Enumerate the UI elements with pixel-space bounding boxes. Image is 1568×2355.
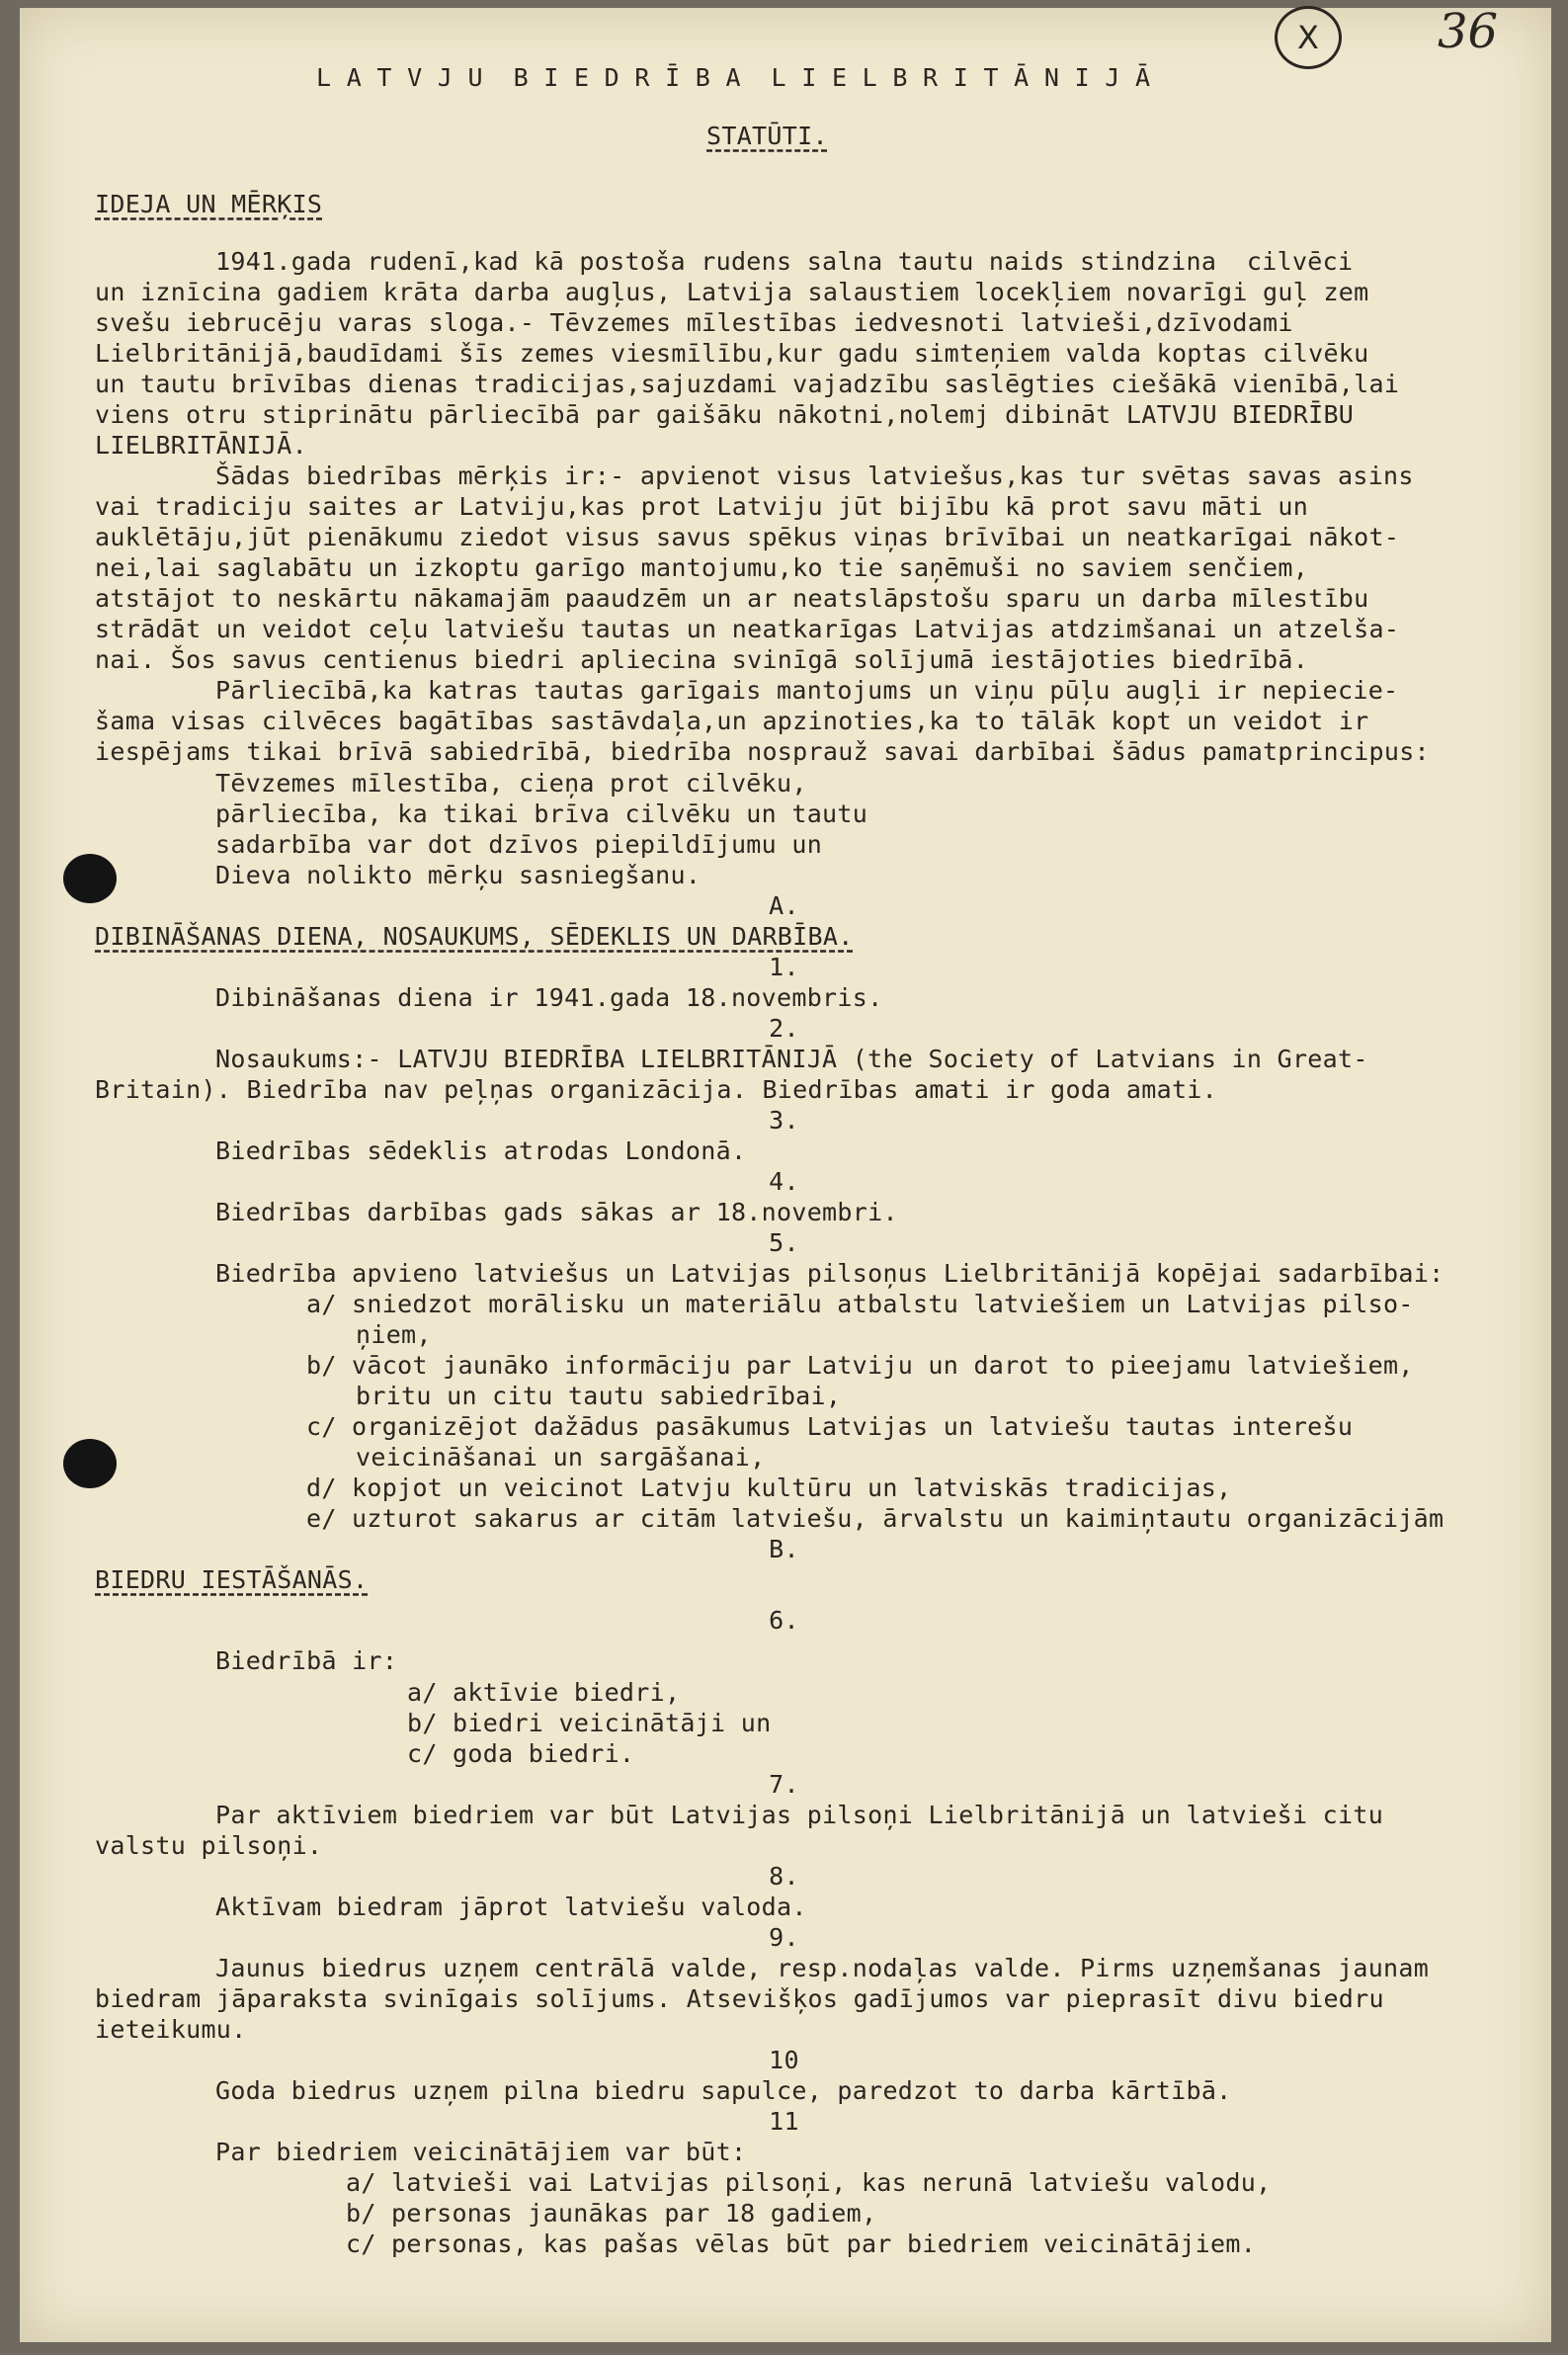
text-line: ieteikumu. xyxy=(95,2015,247,2044)
punch-hole xyxy=(63,1439,117,1488)
text-line: b/ vācot jaunāko informāciju par Latviju un darot to pieejamu latviešiem, xyxy=(306,1351,1414,1380)
section-number: 6. xyxy=(769,1606,799,1635)
text-line: LIELBRITĀNIJĀ. xyxy=(95,431,307,460)
text-line: britu un citu tautu sabiedrībai, xyxy=(356,1382,842,1410)
text-line: nai. Šos savus centienus biedri apliecina svinīgā solījumā iestājoties biedrībā. xyxy=(95,645,1309,674)
text-line: Tēvzemes mīlestība, cieņa prot cilvēku, xyxy=(215,769,807,798)
text-line: c/ organizējot dažādus pasākumus Latvijas un latviešu tautas interešu xyxy=(306,1412,1354,1441)
text-line: Šādas biedrības mērķis ir:- apvienot visus latviešus,kas tur svētas savas asins xyxy=(215,462,1414,490)
text-line: Dibināšanas diena ir 1941.gada 18.novembris. xyxy=(215,983,883,1012)
text-line: d/ kopjot un veicinot Latvju kultūru un latviskās tradicijas, xyxy=(306,1473,1232,1502)
text-line: šama visas cilvēces bagātības sastāvdaļa,un apzinoties,ka to tālāk kopt un veidot ir xyxy=(95,707,1369,735)
section-heading: DIBINĀŠANAS DIENA, NOSAUKUMS, SĒDEKLIS UN DARBĪBA. xyxy=(95,922,854,951)
text-line: Biedrības darbības gads sākas ar 18.novembri. xyxy=(215,1198,898,1226)
text-line: valstu pilsoņi. xyxy=(95,1831,323,1860)
section-number: 4. xyxy=(769,1167,799,1196)
section-number: 11 xyxy=(769,2107,799,2136)
text-line: biedram jāparaksta svinīgais solījums. Atsevišķos gadījumos var pieprasīt divu biedru xyxy=(95,1984,1384,2013)
text-line: Biedrības sēdeklis atrodas Londonā. xyxy=(215,1136,747,1165)
section-number: 7. xyxy=(769,1770,799,1799)
text-line: Lielbritānijā,baudīdami šīs zemes viesmīlību,kur gadu simteņiem valda koptas cilvēku xyxy=(95,339,1369,368)
text-line: L A T V J U B I E D R Ī B A L I E L B R I T Ā N I J Ā xyxy=(316,63,1151,92)
section-heading: STATŪTI. xyxy=(706,122,828,150)
text-line: b/ biedri veicinātāji un xyxy=(407,1709,772,1737)
section-number: 3. xyxy=(769,1106,799,1135)
section-number: 2. xyxy=(769,1014,799,1043)
text-line: ņiem, xyxy=(356,1320,432,1349)
text-line: pārliecība, ka tikai brīva cilvēku un tautu xyxy=(215,799,868,828)
text-line: Biedrībā ir: xyxy=(215,1646,398,1675)
text-line: un iznīcina gadiem krāta darba augļus, Latvija salaustiem locekļiem novarīgi guļ zem xyxy=(95,278,1369,306)
text-line: veicināšanai un sargāšanai, xyxy=(356,1443,766,1472)
text-line: vai tradiciju saites ar Latviju,kas prot Latviju jūt bijību kā prot savu māti un xyxy=(95,492,1309,521)
text-line: strādāt un veidot ceļu latviešu tautas un neatkarīgas Latvijas atdzimšanai un atzelša- xyxy=(95,615,1400,643)
text-line: Jaunus biedrus uzņem centrālā valde, resp.nodaļas valde. Pirms uzņemšanas jaunam xyxy=(215,1954,1430,1982)
text-line: Goda biedrus uzņem pilna biedru sapulce, paredzot to darba kārtībā. xyxy=(215,2076,1232,2105)
section-number: 8. xyxy=(769,1862,799,1891)
text-line: Pārliecībā,ka katras tautas garīgais mantojums un viņu pūļu augļi ir nepiecie- xyxy=(215,676,1399,705)
handwritten-page-number: 36 xyxy=(1438,4,1499,59)
text-line: Britain). Biedrība nav peļņas organizācija. Biedrības amati ir goda amati. xyxy=(95,1075,1217,1104)
text-line: Par aktīviem biedriem var būt Latvijas pilsoņi Lielbritānijā un latvieši citu xyxy=(215,1801,1384,1829)
section-number: 10 xyxy=(769,2046,799,2074)
text-line: c/ goda biedri. xyxy=(407,1739,635,1768)
text-line: e/ uzturot sakarus ar citām latviešu, ārvalstu un kaimiņtautu organizācijām xyxy=(306,1504,1444,1533)
text-line: atstājot to neskārtu nākamajām paaudzēm un ar neatslāpstošu sparu un darba mīlestību xyxy=(95,584,1369,613)
section-number: 9. xyxy=(769,1923,799,1952)
text-line: Dieva nolikto mērķu sasniegšanu. xyxy=(215,861,701,889)
text-line: Aktīvam biedram jāprot latviešu valoda. xyxy=(215,1892,807,1921)
text-line: 1941.gada rudenī,kad kā postoša rudens salna tautu naids stindzina cilvēci xyxy=(215,247,1354,276)
section-heading: BIEDRU IESTĀŠANĀS. xyxy=(95,1565,369,1594)
text-line: auklētāju,jūt pienākumu ziedot visus savus spēkus viņas brīvībai un neatkarīgai nākot- xyxy=(95,523,1400,551)
text-line: un tautu brīvības dienas tradicijas,sajuzdami vajadzību saslēgties ciešākā vienībā,lai xyxy=(95,370,1400,398)
text-line: Biedrība apvieno latviešus un Latvijas pilsoņus Lielbritānijā kopējai sadarbībai: xyxy=(215,1259,1444,1288)
text-line: a/ sniedzot morālisku un materiālu atbalstu latviešiem un Latvijas pilso- xyxy=(306,1290,1414,1318)
text-line: viens otru stiprinātu pārliecībā par gaišāku nākotni,nolemj dibināt LATVJU BIEDRĪBU xyxy=(95,400,1355,429)
text-line: svešu iebrucēju varas sloga.- Tēvzemes mīlestības iedvesnoti latvieši,dzīvodami xyxy=(95,308,1293,337)
section-heading: IDEJA UN MĒRĶIS xyxy=(95,190,323,218)
section-number: 5. xyxy=(769,1228,799,1257)
text-line: b/ personas jaunākas par 18 gadiem, xyxy=(346,2199,877,2228)
text-line: a/ aktīvie biedri, xyxy=(407,1678,681,1707)
text-line: sadarbība var dot dzīvos piepildījumu un xyxy=(215,830,823,859)
section-number: 1. xyxy=(769,953,799,981)
text-line: Nosaukums:- LATVJU BIEDRĪBA LIELBRITĀNIJĀ (the Society of Latvians in Great- xyxy=(215,1045,1368,1073)
text-line: a/ latvieši vai Latvijas pilsoņi, kas nerunā latviešu valodu, xyxy=(346,2168,1272,2197)
text-line: nei,lai saglabātu un izkoptu garīgo mantojumu,ko tie saņēmuši no saviem senčiem, xyxy=(95,553,1309,582)
text-line: c/ personas, kas pašas vēlas būt par biedriem veicinātājiem. xyxy=(346,2229,1257,2258)
text-line: iespējams tikai brīvā sabiedrībā, biedrība nosprauž savai darbībai šādus pamatprincipus: xyxy=(95,737,1430,766)
section-number: A. xyxy=(769,891,799,920)
archive-circle-mark: X xyxy=(1275,6,1342,69)
section-number: B. xyxy=(769,1535,799,1563)
text-line: Par biedriem veicinātājiem var būt: xyxy=(215,2138,747,2166)
